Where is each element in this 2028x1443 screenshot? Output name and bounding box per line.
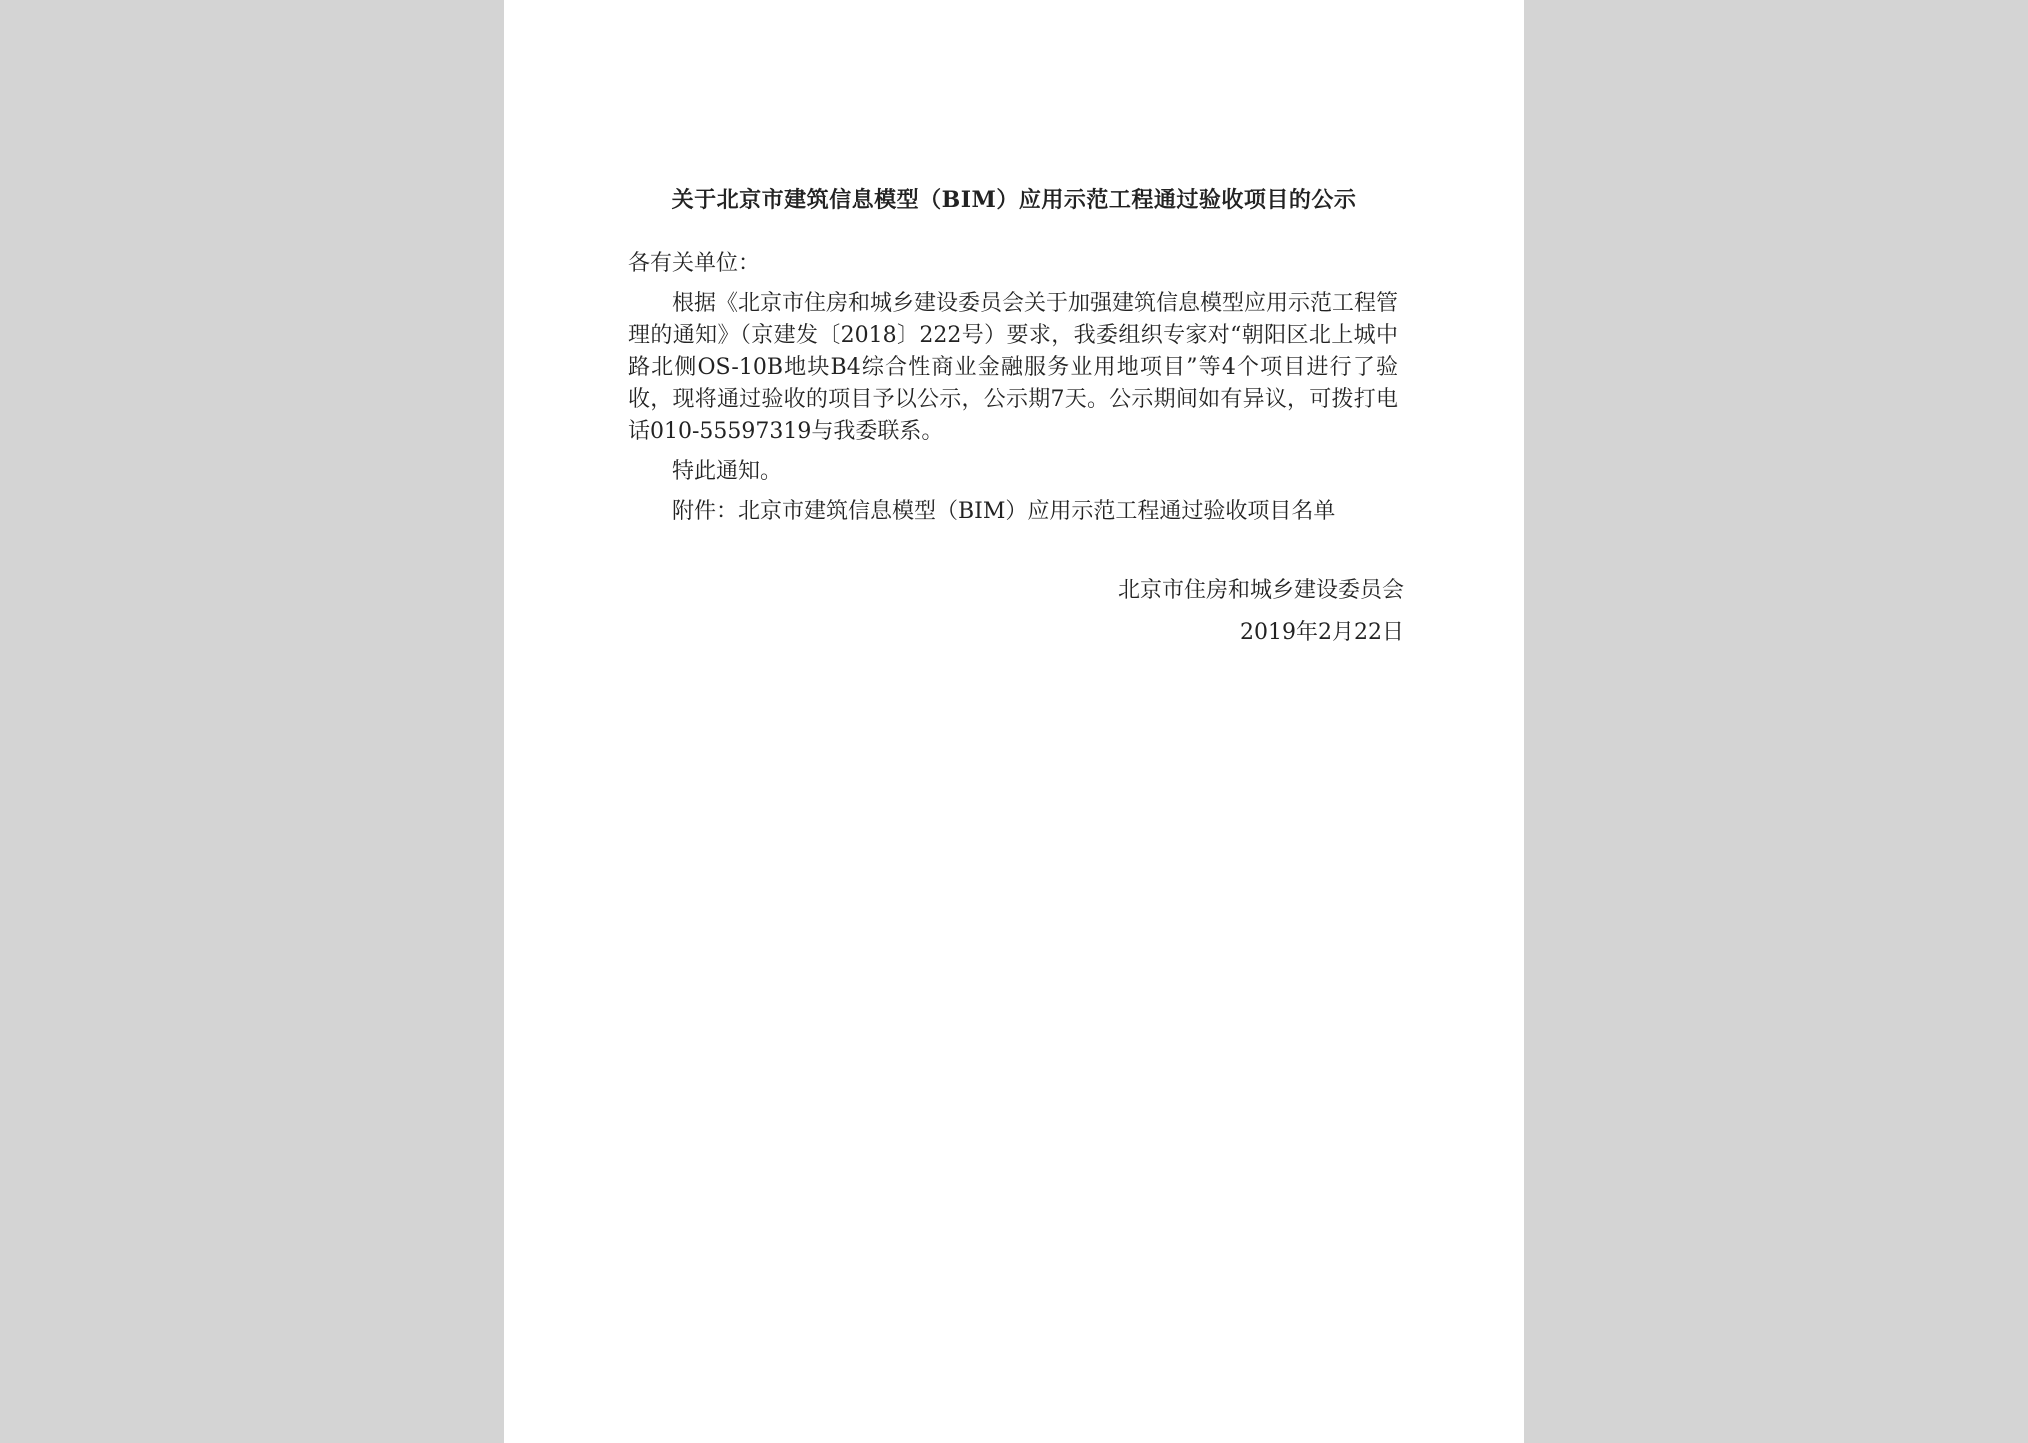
issuer-name: 北京市住房和城乡建设委员会 — [1117, 578, 1404, 603]
closing-block — [1118, 570, 1404, 654]
issue-date: 2019年2月22日 — [1240, 620, 1404, 645]
attachment-line: 附件：北京市建筑信息模型（BIM）应用示范工程通过验收项目名单 — [672, 499, 1336, 524]
document-title: 关于北京市建筑信息模型（BIM）应用示范工程通过验收项目的公示 — [671, 187, 1357, 213]
salutation: 各有关单位： — [628, 251, 761, 276]
document-body — [628, 248, 1398, 528]
body-paragraph: 根据《北京市住房和城乡建设委员会关于加强建筑信息模型应用示范工程管理的通知》（京建发〔2018〕222号）要求，我委组织专家对“朝阳区北上城中路北侧OS-10B地块B4综合性商业金融服务业用地项目”等4个项目进行了验收，现将通过验收的项目予以公示，公示期7天。公示期间如有异议，可拨打电话010-55597319与我委联系。 — [628, 291, 1399, 444]
document-page — [504, 0, 1524, 1443]
notice-line: 特此通知。 — [672, 459, 783, 484]
